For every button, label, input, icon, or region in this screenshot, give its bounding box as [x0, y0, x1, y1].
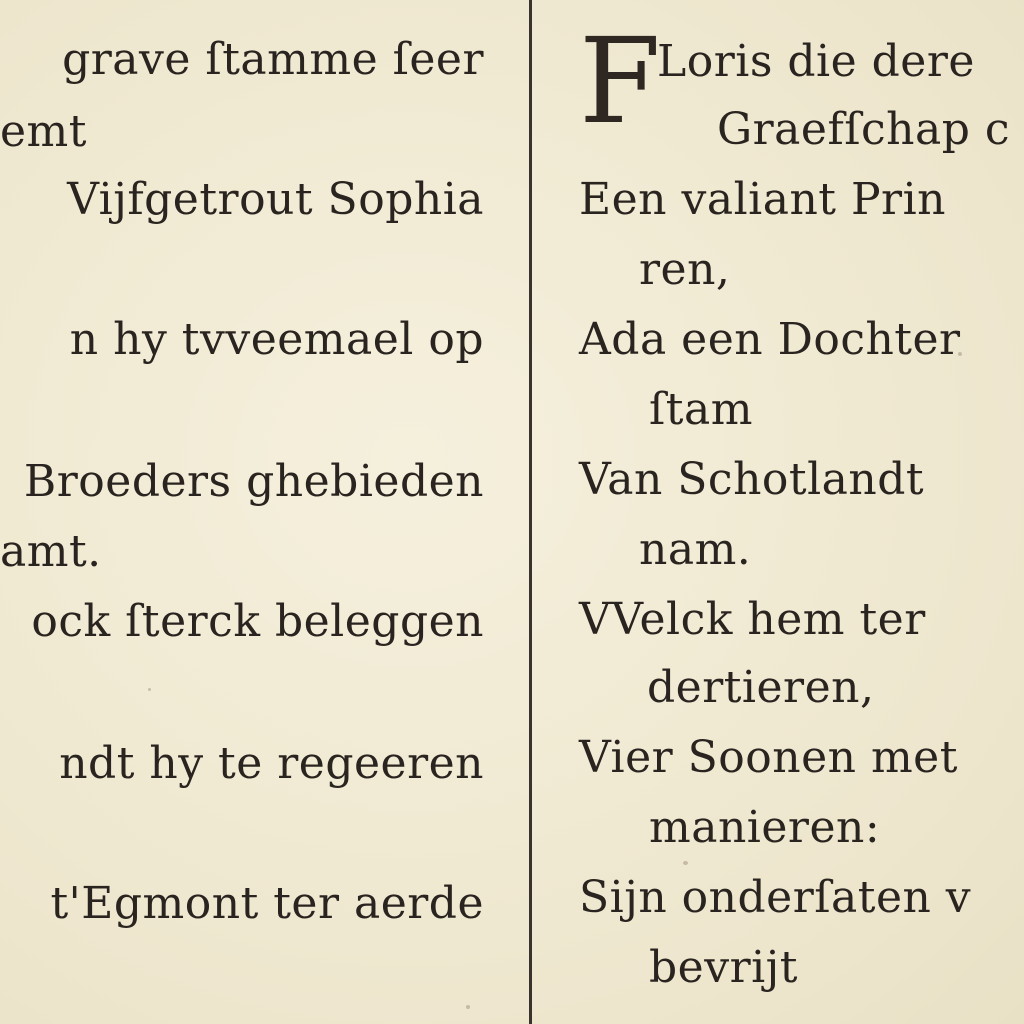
paper-speck — [683, 861, 688, 865]
paper-speck — [958, 352, 962, 356]
paper-speck — [148, 688, 151, 691]
text-line: VVelck hem ter — [579, 594, 926, 645]
text-line: Loris die dere — [657, 36, 975, 87]
text-line: Van Schotlandt — [579, 454, 925, 505]
text-line: manieren: — [649, 802, 881, 853]
column-divider-rule — [529, 0, 532, 1024]
text-line: Broeders ghebieden — [23, 456, 484, 507]
text-line: Vier Soonen met — [579, 732, 958, 783]
drop-cap-initial: F — [579, 12, 661, 150]
text-line: t'Egmont ter aerde — [50, 878, 484, 929]
text-line: ſtam — [649, 384, 753, 435]
text-line: amt. — [0, 526, 102, 577]
text-line: Graefſchap c — [717, 104, 1011, 155]
text-line: Ada een Dochter — [579, 314, 961, 365]
text-line: n hy tvveemael op — [69, 314, 484, 365]
text-line: bevrijt — [649, 942, 798, 993]
text-line: Sijn onderſaten v — [579, 872, 972, 923]
text-line: ock ſterck beleggen — [31, 596, 484, 647]
text-line: nam. — [639, 524, 752, 575]
right-text-column — [545, 0, 1024, 1024]
paper-speck — [466, 1005, 470, 1009]
text-line: dertieren, — [647, 662, 875, 713]
text-line: ren, — [639, 244, 731, 295]
text-line: grave ſtamme ſeer — [62, 34, 484, 85]
text-line: ndt hy te regeeren — [59, 738, 484, 789]
text-line: Een valiant Prin — [579, 174, 947, 225]
text-line: emt — [0, 106, 87, 157]
text-line: Vijfgetrout Sophia — [67, 174, 484, 225]
